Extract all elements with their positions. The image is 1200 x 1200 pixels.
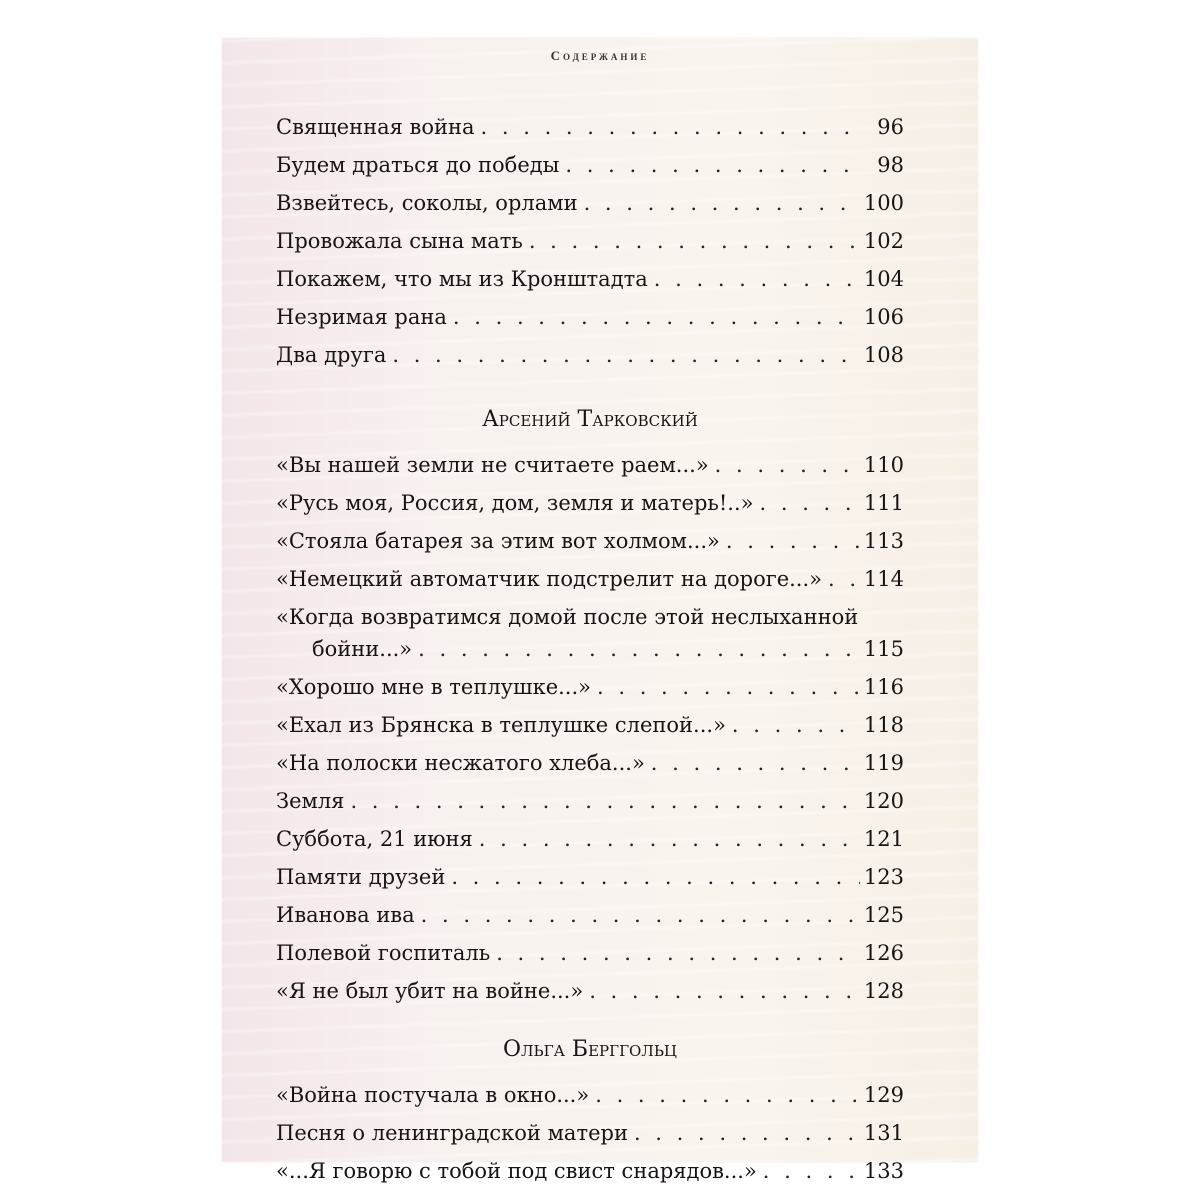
toc-entry-page: 96 bbox=[877, 115, 904, 139]
toc-entry-page: 113 bbox=[863, 529, 904, 553]
toc-entry-page: 102 bbox=[863, 229, 904, 253]
leader-dots bbox=[529, 228, 860, 254]
toc-entry-title-line2: бойни...» bbox=[312, 637, 413, 661]
toc-entry bbox=[276, 1082, 904, 1108]
toc-entry-title: Два друга bbox=[276, 343, 387, 367]
section-heading-berggolts: Ольга Берггольц bbox=[502, 1037, 678, 1062]
leader-dots bbox=[350, 788, 859, 814]
toc-entry-title: «Стояла батарея за этим вот холмом...» bbox=[276, 529, 720, 553]
toc-entry-page: 98 bbox=[877, 153, 904, 177]
section-heading-tarkovsky: Арсений Тарковский bbox=[482, 407, 698, 432]
toc-entry-title: «Война постучала в окно...» bbox=[276, 1083, 590, 1107]
leader-dots bbox=[496, 940, 860, 966]
toc-entry bbox=[276, 342, 904, 368]
toc-entry-title: «На полоски несжатого хлеба...» bbox=[276, 751, 645, 775]
toc-entry bbox=[276, 674, 904, 700]
toc-entry-page: 110 bbox=[863, 453, 904, 477]
toc-entry bbox=[276, 864, 904, 890]
toc-entry bbox=[276, 1158, 904, 1184]
toc-entry bbox=[276, 636, 904, 662]
toc-entry bbox=[276, 490, 904, 516]
leader-dots bbox=[584, 190, 860, 216]
toc-entry bbox=[276, 902, 904, 928]
toc-entry-title: «Я не был убит на войне...» bbox=[276, 979, 584, 1003]
toc-entry-title: Взвейтесь, соколы, орлами bbox=[276, 191, 578, 215]
leader-dots bbox=[565, 152, 864, 178]
running-head: Содержание bbox=[550, 48, 650, 63]
toc-entry-page: 129 bbox=[863, 1083, 904, 1107]
toc-entry bbox=[276, 712, 904, 738]
leader-dots bbox=[451, 864, 860, 890]
toc-entry-page: 131 bbox=[863, 1121, 904, 1145]
toc-entry-page: 119 bbox=[863, 751, 904, 775]
toc-entry-title: Священная война bbox=[276, 115, 475, 139]
toc-entry bbox=[276, 940, 904, 966]
toc-entry-title: «Русь моя, Россия, дом, земля и матерь!..» bbox=[276, 491, 754, 515]
toc-entry bbox=[276, 978, 904, 1004]
toc-entry-title: Покажем, что мы из Кронштадта bbox=[276, 267, 648, 291]
toc-entry-page: 121 bbox=[863, 827, 904, 851]
toc-entry-title: Провожала сына мать bbox=[276, 229, 523, 253]
toc-entry-page: 120 bbox=[863, 789, 904, 813]
toc-entry bbox=[276, 788, 904, 814]
toc-entry-page: 128 bbox=[863, 979, 904, 1003]
toc-entry-title: «Ехал из Брянска в теплушке слепой...» bbox=[276, 713, 726, 737]
toc-entry-title-line1: «Когда возвратимся домой после этой неслыханной bbox=[276, 605, 859, 629]
leader-dots bbox=[481, 114, 864, 140]
leader-dots bbox=[726, 528, 860, 554]
leader-dots bbox=[634, 1120, 860, 1146]
toc-entry-page: 114 bbox=[863, 567, 904, 591]
leader-dots bbox=[479, 826, 860, 852]
leader-dots bbox=[651, 750, 860, 776]
toc-entry bbox=[276, 528, 904, 554]
leader-dots bbox=[597, 674, 860, 700]
leader-dots bbox=[392, 342, 860, 368]
toc-entry-page: 106 bbox=[863, 305, 904, 329]
leader-dots bbox=[595, 1082, 860, 1108]
toc-entry-title: Будем драться до победы bbox=[276, 153, 560, 177]
toc-entry bbox=[276, 566, 904, 592]
toc-entry-title: «...Я говорю с тобой под свист снарядов...» bbox=[276, 1159, 757, 1183]
book-page bbox=[222, 38, 978, 1183]
toc-entry-title: Незримая рана bbox=[276, 305, 447, 329]
leader-dots bbox=[763, 1158, 860, 1184]
toc-entry-title: «Вы нашей земли не считаете раем...» bbox=[276, 453, 709, 477]
toc-entry bbox=[276, 826, 904, 852]
leader-dots bbox=[453, 304, 860, 330]
toc-entry bbox=[276, 152, 904, 178]
toc-entry-title: Иванова ива bbox=[276, 903, 415, 927]
toc-entry-page: 111 bbox=[863, 491, 904, 515]
toc-entry bbox=[276, 228, 904, 254]
toc-entry bbox=[276, 190, 904, 216]
toc-entry-page: 108 bbox=[863, 343, 904, 367]
leader-dots bbox=[715, 452, 860, 478]
leader-dots bbox=[418, 636, 860, 662]
leader-dots bbox=[828, 566, 860, 592]
leader-dots bbox=[421, 902, 860, 928]
toc-entry-title: «Хорошо мне в теплушке...» bbox=[276, 675, 591, 699]
toc-entry-page: 104 bbox=[863, 267, 904, 291]
leader-dots bbox=[732, 712, 860, 738]
toc-entry bbox=[276, 750, 904, 776]
toc-entry-page: 133 bbox=[863, 1159, 904, 1183]
toc-entry bbox=[276, 1120, 904, 1146]
toc-entry-page: 126 bbox=[863, 941, 904, 965]
toc-entry-title: Суббота, 21 июня bbox=[276, 827, 473, 851]
toc-entry bbox=[276, 452, 904, 478]
toc-entry-title: Песня о ленинградской матери bbox=[276, 1121, 628, 1145]
leader-dots bbox=[760, 490, 860, 516]
toc-entry-page: 115 bbox=[863, 637, 904, 661]
toc-entry bbox=[276, 304, 904, 330]
toc-entry-title: Земля bbox=[276, 789, 345, 813]
toc-entry-title: Полевой госпиталь bbox=[276, 941, 491, 965]
toc-entry-page: 125 bbox=[863, 903, 904, 927]
leader-dots bbox=[654, 266, 860, 292]
toc-entry-page: 116 bbox=[863, 675, 904, 699]
leader-dots bbox=[589, 978, 860, 1004]
toc-entry-title: Памяти друзей bbox=[276, 865, 446, 889]
toc-entry bbox=[276, 266, 904, 292]
toc-entry-page: 118 bbox=[863, 713, 904, 737]
toc-entry bbox=[276, 114, 904, 140]
toc-entry-page: 100 bbox=[863, 191, 904, 215]
toc-entry-title: «Немецкий автоматчик подстрелит на дороге...» bbox=[276, 567, 823, 591]
toc-entry-page: 123 bbox=[863, 865, 904, 889]
